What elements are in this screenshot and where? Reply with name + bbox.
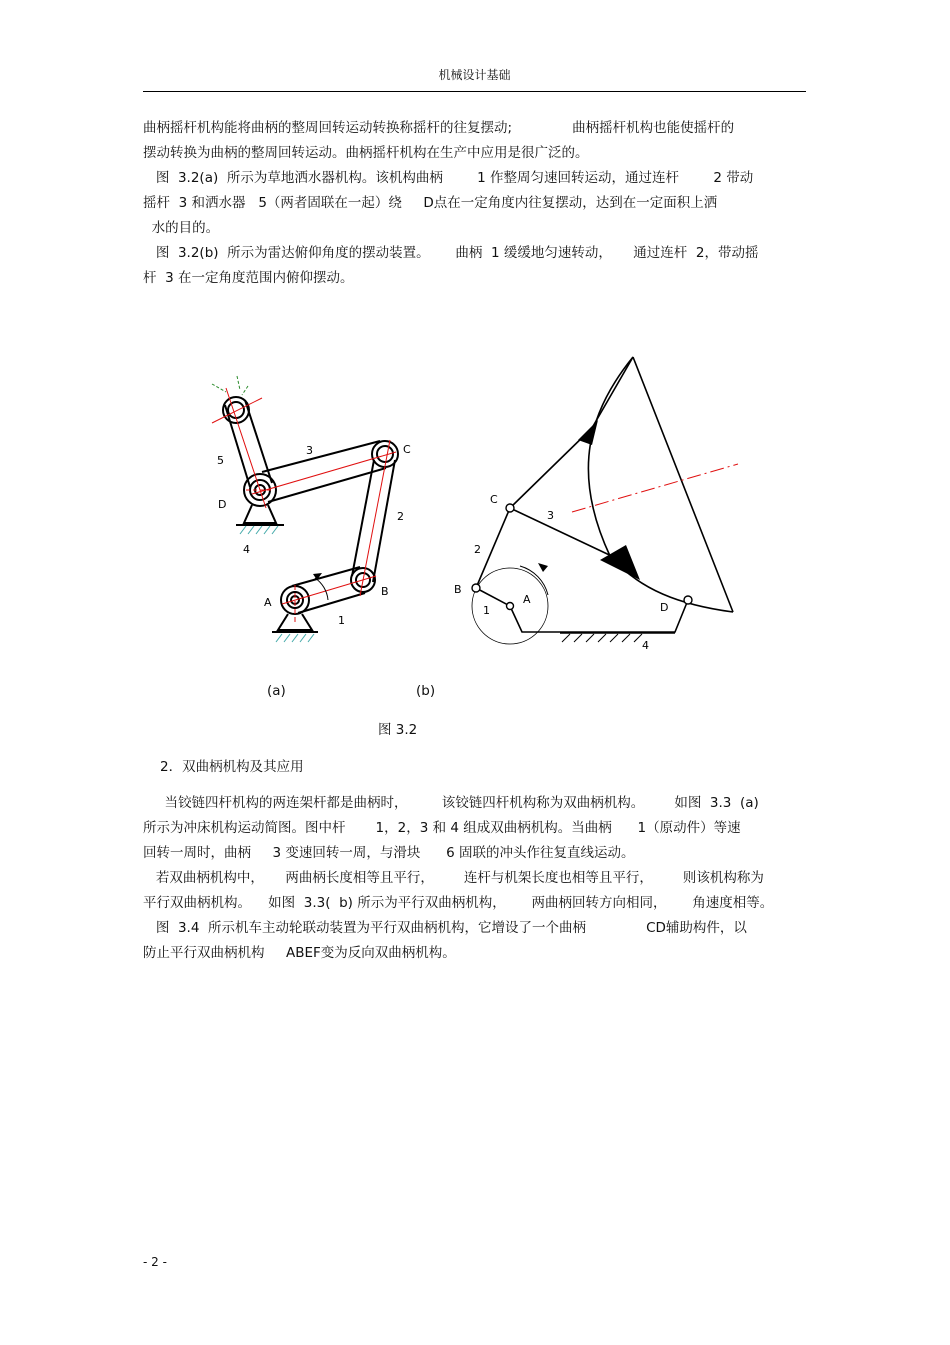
- figure-3-2b-radar-diagram: [445, 350, 745, 660]
- para1-line: 图 3.2(a) 所示为草地洒水器机构。该机构曲柄 1 作整周匀速回转运动，通过连杆 2 带动: [143, 170, 754, 186]
- label-D: D: [660, 601, 669, 614]
- label-3: 3: [547, 509, 554, 522]
- para1-line: 杆 3 在一定角度范围内俯仰摆动。: [143, 270, 354, 286]
- label-B: B: [381, 585, 389, 598]
- header-rule: [143, 91, 806, 92]
- label-1: 1: [338, 614, 345, 627]
- label-4: 4: [642, 639, 649, 652]
- label-B: B: [454, 583, 462, 596]
- section2-line: 回转一周时，曲柄 3 变速回转一周，与滑块 6 固联的冲头作往复直线运动。: [143, 845, 635, 861]
- label-5: 5: [217, 454, 224, 467]
- label-4: 4: [243, 543, 250, 556]
- figure-caption: 图 3.2: [378, 722, 418, 738]
- page-number: - 2 -: [143, 1255, 167, 1269]
- para1-line: 摆动转换为曲柄的整周回转运动。曲柄摇杆机构在生产中应用是很广泛的。: [143, 145, 589, 161]
- para1-line: 曲柄摇杆机构能将曲柄的整周回转运动转换称摇杆的往复摆动; 曲柄摇杆机构也能使摇杆的: [143, 120, 735, 136]
- label-3: 3: [306, 444, 313, 457]
- label-2: 2: [474, 543, 481, 556]
- page-header: 机械设计基础: [438, 68, 511, 82]
- section2-line: 平行双曲柄机构。 如图 3.3( b) 所示为平行双曲柄机构， 两曲柄回转方向相同， 角速度相等。: [143, 895, 774, 911]
- para1-line: 水的目的。: [143, 220, 220, 236]
- para1-line: 图 3.2(b) 所示为雷达俯仰角度的摆动装置。 曲柄 1 缓缓地匀速转动， 通过连杆 2，带动摇: [143, 245, 759, 261]
- section-heading: 2．双曲柄机构及其应用: [160, 759, 304, 775]
- subfigure-label-b: (b): [416, 683, 436, 699]
- section2-line: 图 3.4 所示机车主动轮联动装置为平行双曲柄机构，它增设了一个曲柄 CD辅助构件，以: [143, 920, 747, 936]
- section2-line: 所示为冲床机构运动简图。图中杆 1，2，3 和 4 组成双曲柄机构。当曲柄 1（原动件）等速: [143, 820, 741, 836]
- section2-line: 若双曲柄机构中， 两曲柄长度相等且平行， 连杆与机架长度也相等且平行， 则该机构称为: [143, 870, 764, 886]
- label-1: 1: [483, 604, 490, 617]
- label-C: C: [403, 443, 411, 456]
- figure-3-2a-sprinkler-diagram: [195, 370, 425, 655]
- para1-line: 摇杆 3 和洒水器 5（两者固联在一起）绕 D点在一定角度内往复摆动，达到在一定面积上洒: [143, 195, 718, 211]
- label-D: D: [218, 498, 227, 511]
- section2-line: 防止平行双曲柄机构 ABEF变为反向双曲柄机构。: [143, 945, 456, 961]
- label-2: 2: [397, 510, 404, 523]
- label-A: A: [264, 596, 272, 609]
- label-C: C: [490, 493, 498, 506]
- subfigure-label-a: (a): [267, 683, 286, 699]
- label-A: A: [523, 593, 531, 606]
- section2-line: 当铰链四杆机构的两连架杆都是曲柄时， 该铰链四杆机构称为双曲柄机构。 如图 3.3 (a): [143, 795, 759, 811]
